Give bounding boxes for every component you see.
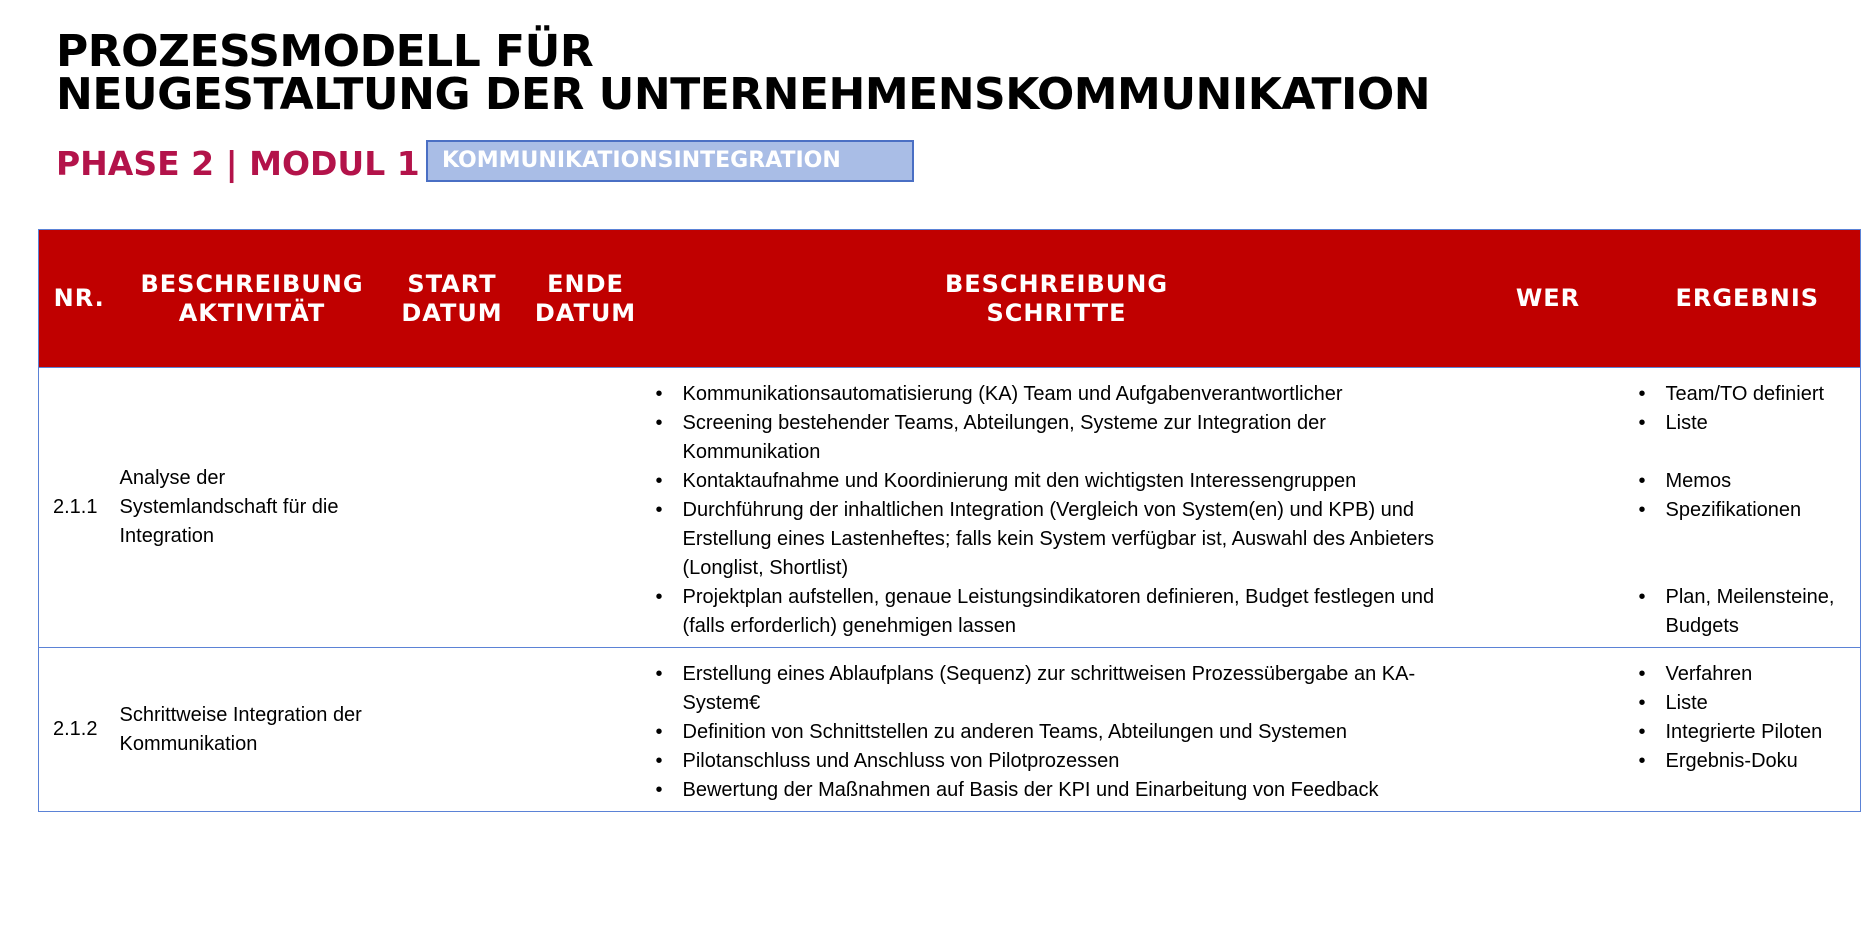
row-number: 2.1.1 <box>39 368 120 648</box>
result-item: • Plan, Meilensteine, Budgets <box>1635 583 1855 641</box>
result-item: • Integrierte Piloten <box>1635 718 1855 747</box>
table-row <box>39 648 1861 812</box>
column-header-result: ERGEBNIS <box>1635 230 1861 368</box>
results-list <box>1635 380 1855 641</box>
result-item: • Ergebnis-Doku <box>1635 747 1855 776</box>
column-header-start-date: START DATUM <box>385 230 520 368</box>
result-item: • Liste <box>1635 409 1855 438</box>
process-table <box>38 229 1861 812</box>
results-cell <box>1635 368 1861 648</box>
table-header-row <box>39 230 1861 368</box>
result-item: • Verfahren <box>1635 660 1855 689</box>
row-number: 2.1.2 <box>39 648 120 812</box>
activity-description: Schrittweise Integration der Kommunikation <box>120 648 385 812</box>
step-item: • Erstellung eines Ablaufplans (Sequenz) zur schrittweisen Prozessübergabe an KA-System€ <box>652 660 1452 718</box>
step-item: • Durchführung der inhaltlichen Integration (Vergleich von System(en) und KPB) und Erstellung eines Lastenheftes; falls kein System verfügbar ist, Auswahl des Anbieters (Longlist, Shortlist) <box>652 496 1452 583</box>
steps-cell <box>652 648 1462 812</box>
results-list <box>1635 660 1855 776</box>
result-item: • Liste <box>1635 689 1855 718</box>
steps-list <box>652 660 1452 805</box>
step-item: • Definition von Schnittstellen zu anderen Teams, Abteilungen und Systemen <box>652 718 1452 747</box>
end-date <box>520 648 652 812</box>
column-header-end-date: ENDE DATUM <box>520 230 652 368</box>
step-item: • Kontaktaufnahme und Koordinierung mit den wichtigsten Interessengruppen <box>652 467 1452 496</box>
page-title <box>56 26 1431 120</box>
phase-module-label: PHASE 2 | MODUL 1 <box>56 144 420 183</box>
start-date <box>385 648 520 812</box>
column-header-who: WER <box>1462 230 1635 368</box>
table-row <box>39 368 1861 648</box>
result-item: • Team/TO definiert <box>1635 380 1855 409</box>
results-cell <box>1635 648 1861 812</box>
step-item: • Kommunikationsautomatisierung (KA) Team und Aufgabenverantwortlicher <box>652 380 1452 409</box>
result-item: • Memos <box>1635 467 1855 496</box>
who-cell <box>1462 368 1635 648</box>
steps-cell <box>652 368 1462 648</box>
title-line-1: PROZESSMODELL FÜR <box>56 26 594 77</box>
step-item: • Bewertung der Maßnahmen auf Basis der KPI und Einarbeitung von Feedback <box>652 776 1452 805</box>
steps-list <box>652 380 1452 641</box>
step-item: • Projektplan aufstellen, genaue Leistungsindikatoren definieren, Budget festlegen und (falls erforderlich) genehmigen lassen <box>652 583 1452 641</box>
who-cell <box>1462 648 1635 812</box>
step-item: • Pilotanschluss und Anschluss von Pilotprozessen <box>652 747 1452 776</box>
column-header-nr: NR. <box>39 230 120 368</box>
end-date <box>520 368 652 648</box>
title-line-2: NEUGESTALTUNG DER UNTERNEHMENSKOMMUNIKATION <box>56 69 1431 120</box>
activity-description: Analyse der Systemlandschaft für die Integration <box>120 368 385 648</box>
column-header-steps: BESCHREIBUNG SCHRITTE <box>652 230 1462 368</box>
step-item: • Screening bestehender Teams, Abteilungen, Systeme zur Integration der Kommunikation <box>652 409 1452 467</box>
result-item: • Spezifikationen <box>1635 496 1855 525</box>
start-date <box>385 368 520 648</box>
module-badge: KOMMUNIKATIONSINTEGRATION <box>426 140 914 182</box>
column-header-activity: BESCHREIBUNG AKTIVITÄT <box>120 230 385 368</box>
